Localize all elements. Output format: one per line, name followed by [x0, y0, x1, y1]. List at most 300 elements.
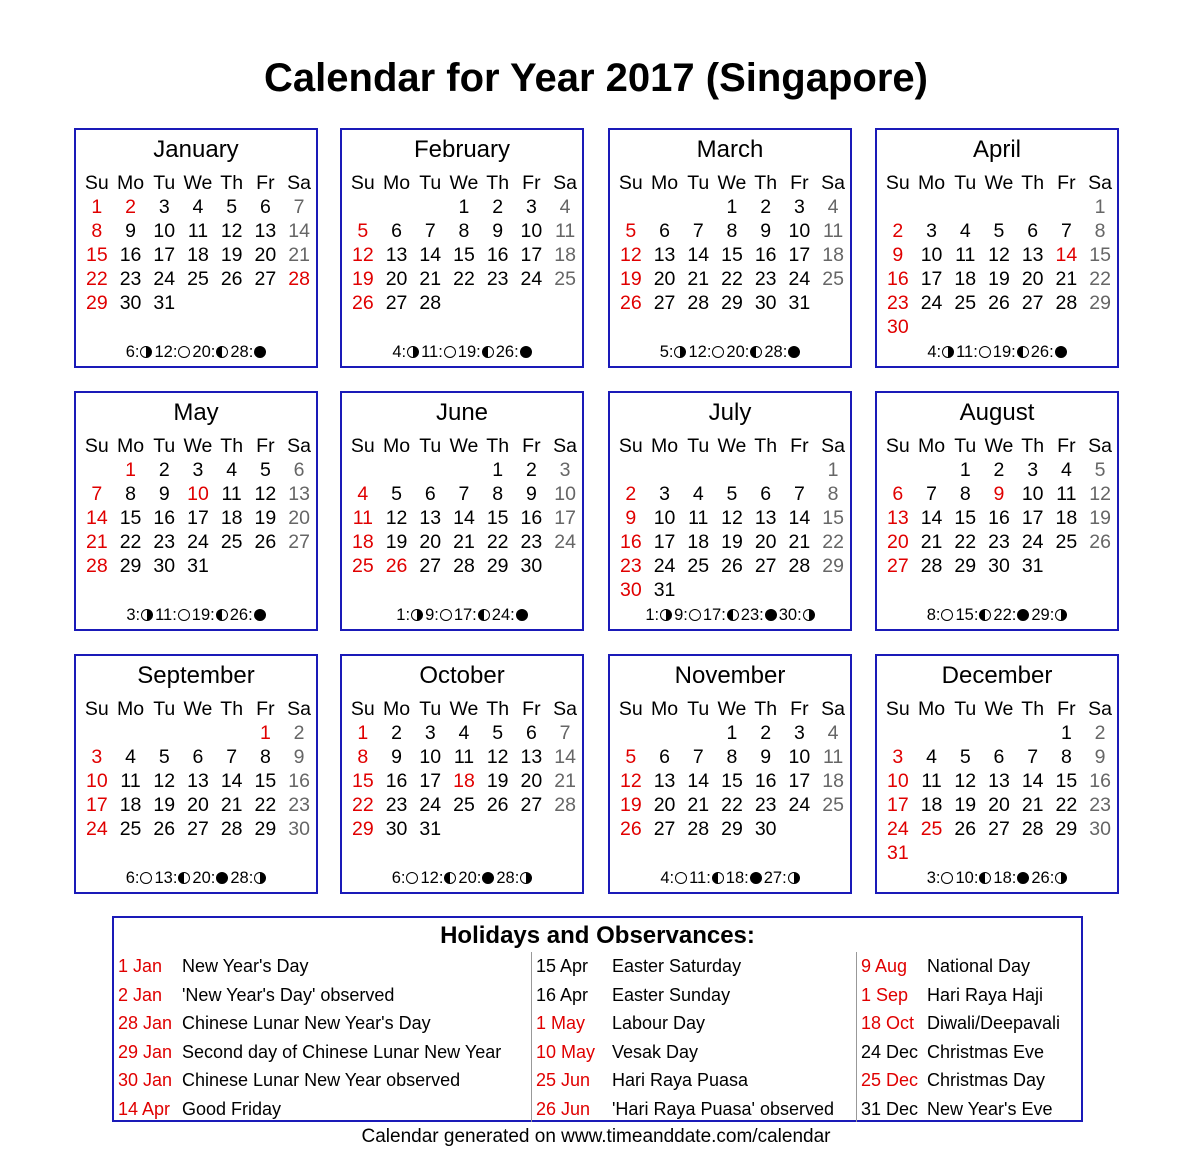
- day-cell: 14: [920, 507, 943, 529]
- week-row: [80, 530, 316, 554]
- weekday-label: Tu: [419, 698, 442, 720]
- holiday-name: Hari Raya Puasa: [612, 1070, 749, 1090]
- day-cell: 26: [1089, 531, 1111, 553]
- day-cell: 4: [692, 483, 704, 505]
- day-cell: 30: [754, 818, 777, 840]
- holidays-column: [856, 952, 1082, 1122]
- moon-phase-day: 19:: [191, 606, 215, 624]
- moon-phase: [155, 604, 190, 626]
- moon-phase: [993, 867, 1029, 889]
- moon-phase: [392, 867, 419, 889]
- day-cell: 11: [187, 220, 209, 242]
- weekday-label: Sa: [287, 698, 311, 720]
- day-cell: 9: [760, 220, 772, 242]
- empty-cell: [1016, 315, 1050, 339]
- first-quarter-icon: [942, 346, 954, 358]
- day-cell: 12: [486, 746, 509, 768]
- day-cell: 30: [520, 555, 543, 577]
- weekday-label: Tu: [419, 172, 442, 194]
- month-name: October: [419, 662, 505, 689]
- day-cell: 28: [1021, 818, 1044, 840]
- holiday-row: [536, 1095, 834, 1123]
- day-cell: 1: [357, 722, 369, 744]
- day-cell: 21: [419, 268, 442, 290]
- day-cell: 20: [254, 244, 277, 266]
- weekday-header: [80, 434, 316, 458]
- week-row: [346, 243, 582, 267]
- day-cell: 13: [385, 244, 408, 266]
- empty-cell: [681, 721, 715, 745]
- weekday-header: [346, 697, 582, 721]
- weekday-header: [346, 171, 582, 195]
- moon-phases: [877, 341, 1117, 363]
- weekday-label: Mo: [117, 698, 145, 720]
- week-row: [346, 769, 582, 793]
- empty-cell: [948, 721, 982, 745]
- day-cell: 1: [492, 459, 504, 481]
- day-cell: 24: [554, 531, 576, 553]
- day-cell: 29: [86, 292, 108, 314]
- weekday-label: Mo: [383, 698, 411, 720]
- moon-phase: [955, 604, 991, 626]
- weekday-label: Su: [885, 172, 910, 194]
- empty-cell: [1016, 195, 1050, 219]
- empty-cell: [515, 817, 549, 841]
- week-row: [80, 506, 316, 530]
- empty-cell: [181, 721, 215, 745]
- week-row: [881, 721, 1117, 745]
- day-cell: 18: [954, 268, 977, 290]
- empty-cell: [915, 721, 949, 745]
- empty-cell: [915, 195, 949, 219]
- day-cell: 29: [352, 818, 374, 840]
- week-row: [614, 721, 850, 745]
- week-row: [346, 291, 582, 315]
- day-cell: 5: [625, 746, 637, 768]
- holiday-date: 30 Jan: [118, 1070, 173, 1090]
- day-cell: 20: [385, 268, 408, 290]
- holiday-date: 28 Jan: [118, 1013, 173, 1033]
- empty-cell: [614, 721, 648, 745]
- first-quarter-icon: [660, 609, 672, 621]
- moon-phase-day: 12:: [688, 343, 712, 361]
- day-cell: 27: [653, 292, 676, 314]
- day-cell: 3: [1027, 459, 1039, 481]
- day-cell: 26: [620, 818, 642, 840]
- day-cell: 16: [620, 531, 642, 553]
- day-cell: 11: [221, 483, 242, 505]
- day-cell: 17: [86, 794, 108, 816]
- day-cell: 14: [86, 507, 108, 529]
- empty-cell: [715, 458, 749, 482]
- day-cell: 2: [993, 459, 1005, 481]
- day-cell: 2: [125, 196, 136, 218]
- empty-cell: [1083, 554, 1117, 578]
- moon-phase-day: 6:: [125, 343, 140, 361]
- day-cell: 8: [91, 220, 103, 242]
- month-grid: [80, 434, 316, 578]
- week-row: [881, 530, 1117, 554]
- day-cell: 3: [559, 459, 571, 481]
- day-cell: 20: [288, 507, 310, 529]
- day-cell: 17: [788, 770, 811, 792]
- holiday-name: Hari Raya Haji: [927, 984, 1044, 1005]
- empty-cell: [548, 291, 582, 315]
- new-moon-icon: [1017, 872, 1029, 884]
- weekday-label: Su: [84, 435, 109, 457]
- weekday-label: Mo: [918, 435, 946, 457]
- day-cell: 21: [453, 531, 475, 553]
- weekday-header: [881, 434, 1117, 458]
- moon-phase: [1031, 604, 1067, 626]
- day-cell: 16: [754, 770, 777, 792]
- week-row: [881, 817, 1117, 841]
- moon-phase-day: 20:: [192, 343, 216, 361]
- day-cell: 31: [653, 579, 676, 601]
- moon-phase-day: 1:: [396, 606, 411, 624]
- weekday-label: Th: [1021, 172, 1045, 194]
- footer-credit: Calendar generated on www.timeanddate.com/calendar: [361, 1126, 831, 1147]
- empty-cell: [282, 291, 316, 315]
- new-moon-icon: [254, 609, 266, 621]
- holidays-column: [531, 952, 857, 1122]
- day-cell: 12: [352, 244, 374, 266]
- day-cell: 4: [458, 722, 470, 744]
- week-row: [881, 219, 1117, 243]
- day-cell: 12: [1089, 483, 1111, 505]
- new-moon-icon: [216, 872, 228, 884]
- day-cell: 10: [1021, 483, 1044, 505]
- holiday-row: [118, 981, 395, 1009]
- day-cell: 5: [492, 722, 504, 744]
- weekday-label: Fr: [522, 172, 541, 194]
- holiday-row: [118, 1038, 502, 1066]
- day-cell: 2: [525, 459, 537, 481]
- moon-phase: [726, 867, 762, 889]
- empty-cell: [982, 721, 1016, 745]
- day-cell: 19: [721, 531, 743, 553]
- weekday-label: Mo: [651, 435, 679, 457]
- weekday-label: Su: [84, 698, 109, 720]
- month-grid: [346, 171, 582, 315]
- day-cell: 10: [920, 244, 943, 266]
- day-cell: 12: [620, 770, 642, 792]
- empty-cell: [783, 578, 817, 602]
- day-cell: 18: [554, 244, 576, 266]
- day-cell: 29: [119, 555, 142, 577]
- empty-cell: [881, 195, 915, 219]
- empty-cell: [948, 841, 982, 865]
- moon-phase: [126, 867, 153, 889]
- day-cell: 25: [187, 268, 209, 290]
- weekday-label: Su: [885, 435, 910, 457]
- day-cell: 24: [187, 531, 209, 553]
- day-cell: 9: [1094, 746, 1106, 768]
- day-cell: 31: [153, 292, 176, 314]
- day-cell: 21: [1055, 268, 1078, 290]
- empty-cell: [915, 458, 949, 482]
- day-cell: 23: [754, 794, 777, 816]
- moon-phase-day: 19:: [457, 343, 481, 361]
- day-cell: 12: [954, 770, 977, 792]
- holiday-date: 25 Dec: [861, 1070, 919, 1090]
- holiday-name: Chinese Lunar New Year's Day: [182, 1013, 431, 1033]
- moon-phase-day: 12:: [420, 869, 444, 887]
- empty-cell: [614, 458, 648, 482]
- day-cell: 16: [486, 244, 509, 266]
- day-cell: 30: [887, 316, 909, 338]
- day-cell: 18: [352, 531, 374, 553]
- weekday-label: Th: [754, 698, 778, 720]
- holiday-row: [861, 981, 1044, 1009]
- day-cell: 9: [993, 483, 1005, 505]
- month-grid: [80, 171, 316, 315]
- weekday-label: Su: [618, 435, 643, 457]
- day-cell: 13: [887, 507, 909, 529]
- holidays-title: Holidays and Observances:: [440, 922, 755, 949]
- moon-phase: [927, 867, 954, 889]
- empty-cell: [614, 195, 648, 219]
- day-cell: 8: [959, 483, 971, 505]
- day-cell: 2: [625, 483, 637, 505]
- weekday-label: Th: [754, 435, 778, 457]
- weekday-label: Th: [486, 435, 510, 457]
- moon-phases: [342, 341, 582, 363]
- day-cell: 8: [1094, 220, 1106, 242]
- day-cell: 1: [91, 196, 103, 218]
- week-row: [614, 458, 850, 482]
- day-cell: 25: [920, 818, 943, 840]
- moon-phase-day: 11:: [155, 606, 177, 624]
- day-cell: 21: [554, 770, 576, 792]
- day-cell: 7: [226, 746, 238, 768]
- month-name: September: [137, 662, 255, 689]
- day-cell: 22: [352, 794, 374, 816]
- day-cell: 18: [187, 244, 209, 266]
- last-quarter-icon: [444, 872, 456, 884]
- day-cell: 27: [254, 268, 277, 290]
- empty-cell: [915, 315, 949, 339]
- moon-phase-day: 17:: [453, 606, 477, 624]
- weekday-label: Sa: [287, 172, 311, 194]
- day-cell: 15: [822, 507, 844, 529]
- day-cell: 5: [959, 746, 971, 768]
- empty-cell: [915, 841, 949, 865]
- day-cell: 1: [259, 722, 271, 744]
- day-cell: 25: [954, 292, 977, 314]
- moon-phase: [660, 867, 687, 889]
- day-cell: 17: [887, 794, 909, 816]
- day-cell: 27: [988, 818, 1010, 840]
- moon-phase-day: 9:: [674, 606, 688, 624]
- day-cell: 6: [293, 459, 305, 481]
- holiday-row: [861, 1095, 1053, 1123]
- day-cell: 6: [391, 220, 402, 242]
- holiday-date: 9 Aug: [861, 956, 908, 976]
- day-cell: 7: [692, 746, 704, 768]
- empty-cell: [346, 195, 380, 219]
- day-cell: 26: [954, 818, 977, 840]
- moon-phase: [192, 341, 228, 363]
- moon-phase-day: 26:: [229, 606, 253, 624]
- empty-cell: [783, 817, 817, 841]
- day-cell: 16: [520, 507, 543, 529]
- moon-phase: [496, 867, 532, 889]
- weekday-label: We: [449, 172, 479, 194]
- day-cell: 16: [887, 268, 909, 290]
- moon-phase-day: 10:: [955, 869, 979, 887]
- day-cell: 13: [988, 770, 1010, 792]
- day-cell: 7: [559, 722, 571, 744]
- day-cell: 24: [1021, 531, 1044, 553]
- day-cell: 30: [119, 292, 142, 314]
- month-name: May: [173, 399, 219, 426]
- day-cell: 30: [1089, 818, 1111, 840]
- moon-phase-day: 8:: [926, 606, 941, 624]
- empty-cell: [413, 195, 447, 219]
- new-moon-icon: [482, 872, 494, 884]
- moon-phase-day: 17:: [702, 606, 726, 624]
- weekday-label: Sa: [821, 435, 845, 457]
- full-moon-icon: [941, 872, 953, 884]
- day-cell: 22: [119, 531, 142, 553]
- day-cell: 7: [926, 483, 937, 505]
- day-cell: 4: [559, 196, 571, 218]
- weekday-label: Fr: [256, 435, 275, 457]
- day-cell: 26: [220, 268, 243, 290]
- moon-phase: [458, 867, 494, 889]
- moon-phase-day: 28:: [496, 869, 520, 887]
- day-cell: 28: [920, 555, 943, 577]
- day-cell: 16: [754, 244, 777, 266]
- month-march: [608, 128, 852, 368]
- day-cell: 12: [385, 507, 408, 529]
- day-cell: 8: [1060, 746, 1072, 768]
- day-cell: 13: [520, 746, 543, 768]
- day-cell: 2: [391, 722, 402, 744]
- day-cell: 19: [620, 794, 642, 816]
- weekday-header: [614, 171, 850, 195]
- day-cell: 10: [887, 770, 909, 792]
- new-moon-icon: [516, 609, 528, 621]
- day-cell: 3: [158, 196, 170, 218]
- first-quarter-icon: [803, 609, 815, 621]
- month-july: [608, 391, 852, 631]
- day-cell: 29: [1089, 292, 1111, 314]
- weekday-label: Tu: [153, 435, 176, 457]
- week-row: [614, 506, 850, 530]
- day-cell: 20: [887, 531, 909, 553]
- day-cell: 27: [887, 555, 909, 577]
- weekday-label: Sa: [553, 435, 577, 457]
- weekday-label: We: [183, 435, 213, 457]
- day-cell: 6: [525, 722, 537, 744]
- day-cell: 2: [892, 220, 904, 242]
- week-row: [346, 506, 582, 530]
- day-cell: 14: [788, 507, 811, 529]
- day-cell: 27: [653, 818, 676, 840]
- day-cell: 4: [1060, 459, 1072, 481]
- moon-phases: [877, 604, 1117, 626]
- empty-cell: [681, 578, 715, 602]
- moon-phase-day: 28:: [230, 869, 254, 887]
- weekday-label: Th: [486, 172, 510, 194]
- holiday-name: Easter Sunday: [612, 984, 731, 1005]
- day-cell: 27: [385, 292, 408, 314]
- moon-phase: [458, 341, 494, 363]
- day-cell: 18: [822, 244, 844, 266]
- moon-phase: [779, 604, 815, 626]
- day-cell: 22: [721, 268, 743, 290]
- week-row: [80, 554, 316, 578]
- weekday-label: Sa: [1088, 435, 1112, 457]
- day-cell: 7: [293, 196, 305, 218]
- moon-phase-day: 28:: [230, 343, 254, 361]
- week-row: [80, 769, 316, 793]
- month-grid: [614, 434, 850, 602]
- week-row: [346, 721, 582, 745]
- day-cell: 16: [1089, 770, 1111, 792]
- moon-phase-day: 3:: [926, 869, 941, 887]
- empty-cell: [413, 458, 447, 482]
- new-moon-icon: [254, 346, 266, 358]
- day-cell: 10: [419, 746, 442, 768]
- moon-phase: [1031, 341, 1067, 363]
- month-december: [875, 654, 1119, 894]
- day-cell: 2: [760, 722, 772, 744]
- day-cell: 23: [119, 268, 142, 290]
- day-cell: 6: [259, 196, 271, 218]
- day-cell: 23: [153, 531, 176, 553]
- day-cell: 23: [486, 268, 509, 290]
- first-quarter-icon: [141, 609, 153, 621]
- day-cell: 12: [721, 507, 743, 529]
- holiday-name: Christmas Day: [927, 1070, 1046, 1090]
- day-cell: 26: [486, 794, 509, 816]
- weekday-label: Sa: [1088, 172, 1112, 194]
- week-row: [346, 267, 582, 291]
- day-cell: 9: [293, 746, 305, 768]
- empty-cell: [749, 458, 783, 482]
- last-quarter-icon: [1017, 346, 1029, 358]
- weekday-label: Fr: [790, 698, 809, 720]
- moon-phase: [993, 604, 1029, 626]
- weekday-header: [881, 697, 1117, 721]
- day-cell: 1: [1060, 722, 1072, 744]
- month-grid: [881, 171, 1117, 339]
- month-name: March: [696, 136, 764, 163]
- day-cell: 9: [125, 220, 136, 242]
- month-october: [340, 654, 584, 894]
- day-cell: 17: [187, 507, 209, 529]
- moon-phases: [610, 867, 850, 889]
- day-cell: 11: [120, 770, 141, 792]
- moon-phase: [230, 867, 266, 889]
- empty-cell: [1050, 554, 1084, 578]
- month-name: June: [435, 399, 489, 426]
- moon-phase: [956, 341, 991, 363]
- day-cell: 15: [352, 770, 374, 792]
- day-cell: 28: [288, 268, 310, 290]
- day-cell: 26: [385, 555, 408, 577]
- month-grid: [881, 697, 1117, 865]
- day-cell: 8: [827, 483, 839, 505]
- day-cell: 20: [653, 268, 676, 290]
- moon-phase-day: 9:: [425, 606, 439, 624]
- holiday-name: Easter Saturday: [612, 956, 742, 976]
- empty-cell: [881, 458, 915, 482]
- day-cell: 12: [220, 220, 243, 242]
